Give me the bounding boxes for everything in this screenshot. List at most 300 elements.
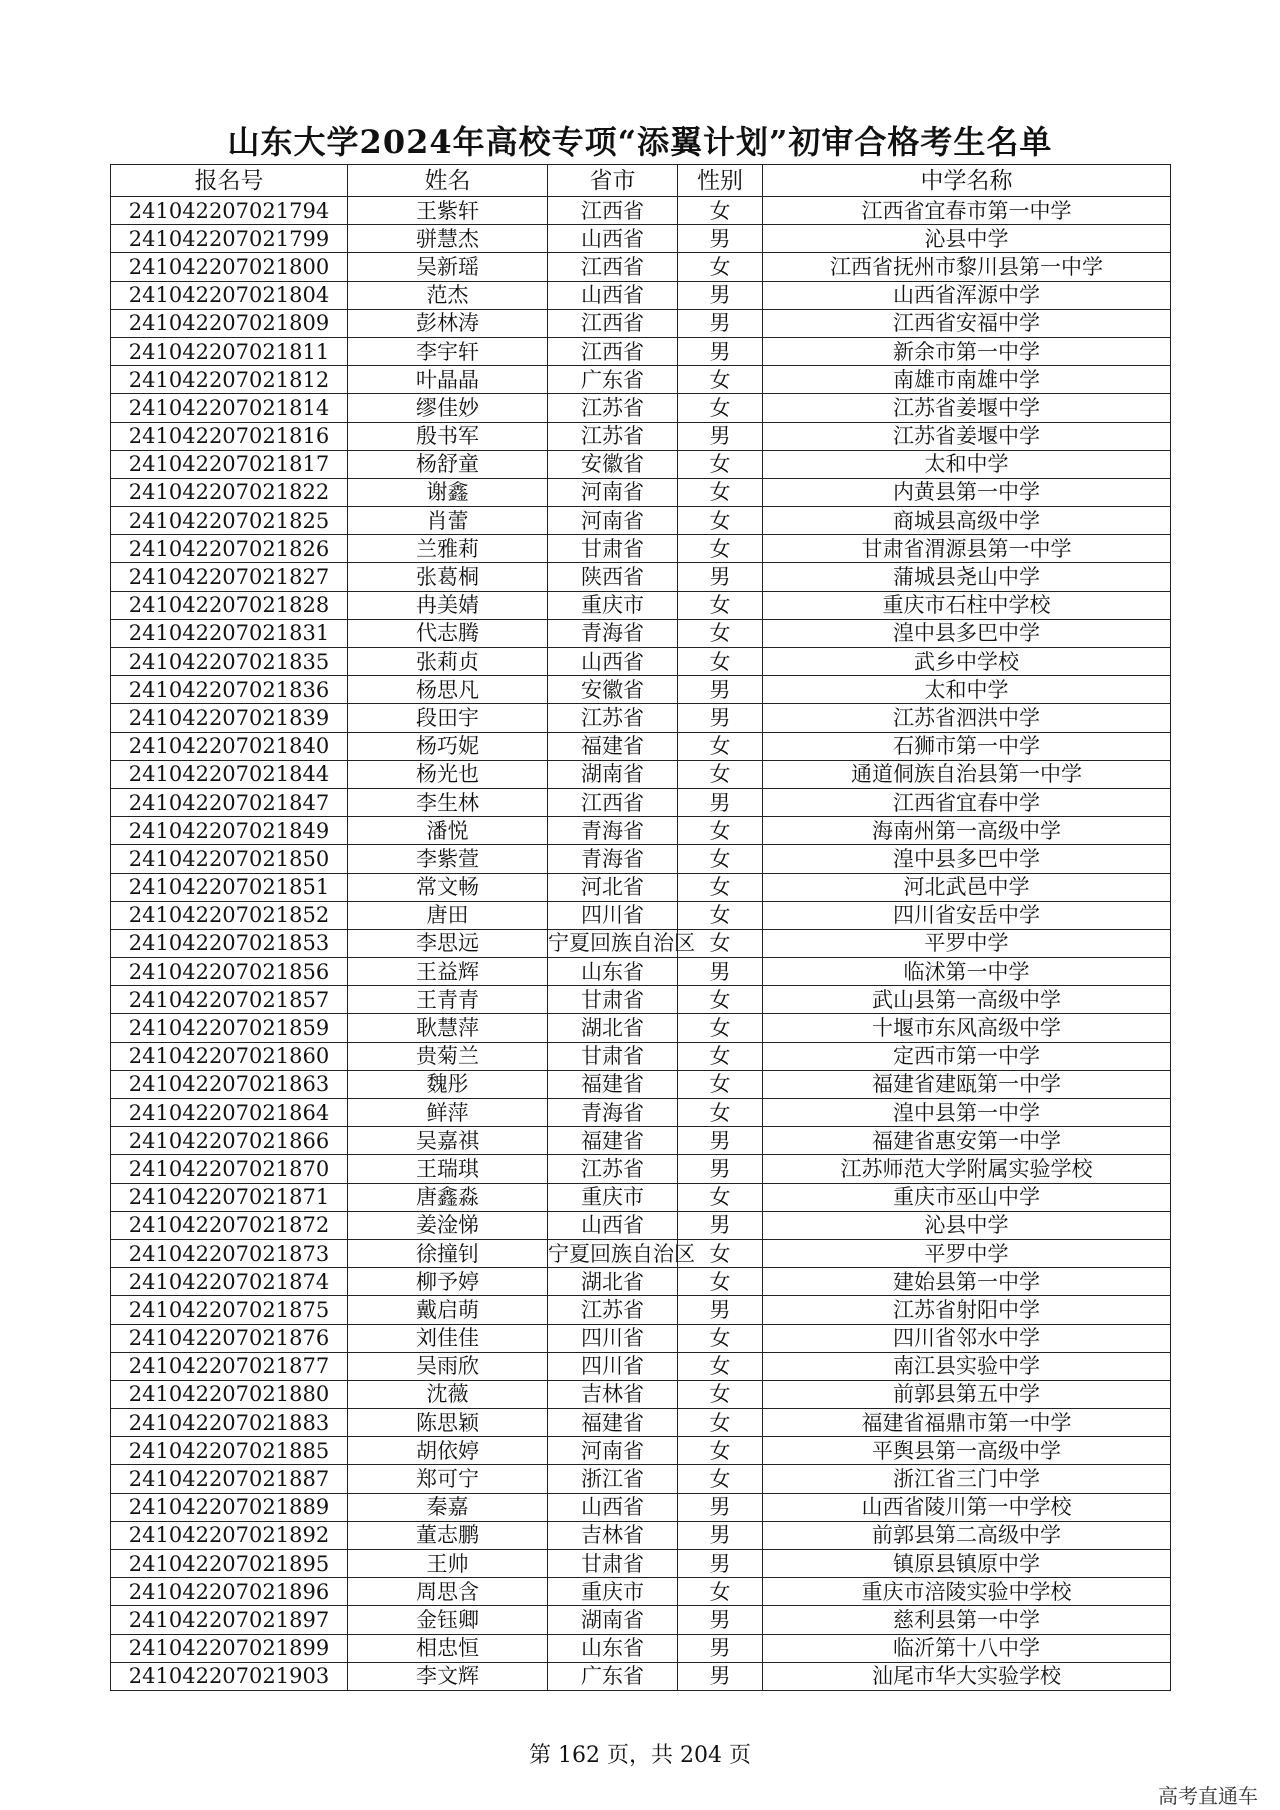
province-cell: 山西省	[548, 1211, 678, 1239]
school-name-cell: 江苏省姜堰中学	[763, 422, 1171, 450]
table-row	[111, 1521, 1171, 1549]
table-row	[111, 1606, 1171, 1634]
gender-cell: 男	[678, 1550, 763, 1578]
table-header-row	[111, 165, 1171, 197]
table-row	[111, 1437, 1171, 1465]
province-cell: 宁夏回族自治区	[548, 929, 678, 957]
gender-cell: 男	[678, 1521, 763, 1549]
table-row	[111, 1352, 1171, 1380]
table-row	[111, 1380, 1171, 1408]
province-cell: 江苏省	[548, 1155, 678, 1183]
registration-number-cell: 241042207021897	[111, 1606, 348, 1634]
registration-number-cell: 241042207021895	[111, 1550, 348, 1578]
registration-number-cell: 241042207021794	[111, 197, 348, 225]
province-cell: 山西省	[548, 225, 678, 253]
registration-number-cell: 241042207021892	[111, 1521, 348, 1549]
candidate-table	[110, 164, 1171, 1691]
table-row	[111, 1662, 1171, 1690]
table-row	[111, 1239, 1171, 1267]
registration-number-cell: 241042207021864	[111, 1099, 348, 1127]
table-row	[111, 873, 1171, 901]
name-cell: 贵菊兰	[348, 1042, 548, 1070]
gender-cell: 女	[678, 1268, 763, 1296]
school-name-cell: 汕尾市华大实验学校	[763, 1662, 1171, 1690]
province-cell: 青海省	[548, 817, 678, 845]
school-name-cell: 南雄市南雄中学	[763, 366, 1171, 394]
gender-cell: 男	[678, 281, 763, 309]
name-cell: 代志腾	[348, 619, 548, 647]
table-row	[111, 1014, 1171, 1042]
registration-number-cell: 241042207021839	[111, 704, 348, 732]
table-row	[111, 1268, 1171, 1296]
registration-number-cell: 241042207021800	[111, 253, 348, 281]
gender-cell: 女	[678, 366, 763, 394]
table-row	[111, 676, 1171, 704]
province-cell: 重庆市	[548, 1183, 678, 1211]
school-name-cell: 四川省安岳中学	[763, 901, 1171, 929]
registration-number-cell: 241042207021875	[111, 1296, 348, 1324]
name-cell: 相忠恒	[348, 1634, 548, 1662]
gender-cell: 女	[678, 817, 763, 845]
gender-cell: 女	[678, 1239, 763, 1267]
province-cell: 湖南省	[548, 760, 678, 788]
school-name-cell: 重庆市石柱中学校	[763, 591, 1171, 619]
table-row	[111, 563, 1171, 591]
school-name-cell: 沁县中学	[763, 225, 1171, 253]
province-cell: 甘肃省	[548, 535, 678, 563]
province-cell: 江苏省	[548, 422, 678, 450]
table-row	[111, 929, 1171, 957]
registration-number-cell: 241042207021856	[111, 958, 348, 986]
province-cell: 江西省	[548, 337, 678, 365]
table-row	[111, 901, 1171, 929]
province-cell: 河北省	[548, 873, 678, 901]
registration-number-cell: 241042207021877	[111, 1352, 348, 1380]
school-name-cell: 镇原县镇原中学	[763, 1550, 1171, 1578]
province-cell: 湖北省	[548, 1268, 678, 1296]
gender-cell: 女	[678, 507, 763, 535]
table-row	[111, 225, 1171, 253]
school-name-cell: 通道侗族自治县第一中学	[763, 760, 1171, 788]
school-name-cell: 江苏师范大学附属实验学校	[763, 1155, 1171, 1183]
table-row	[111, 591, 1171, 619]
registration-number-cell: 241042207021828	[111, 591, 348, 619]
province-cell: 甘肃省	[548, 986, 678, 1014]
registration-number-cell: 241042207021899	[111, 1634, 348, 1662]
province-cell: 青海省	[548, 1099, 678, 1127]
table-row	[111, 845, 1171, 873]
registration-number-cell: 241042207021857	[111, 986, 348, 1014]
name-cell: 彭林涛	[348, 309, 548, 337]
name-cell: 鲜萍	[348, 1099, 548, 1127]
name-cell: 唐鑫淼	[348, 1183, 548, 1211]
school-name-cell: 重庆市涪陵实验中学校	[763, 1578, 1171, 1606]
name-cell: 王紫轩	[348, 197, 548, 225]
table-row	[111, 1042, 1171, 1070]
header-school-name: 中学名称	[763, 165, 1171, 197]
school-name-cell: 平舆县第一高级中学	[763, 1437, 1171, 1465]
school-name-cell: 武山县第一高级中学	[763, 986, 1171, 1014]
school-name-cell: 山西省浑源中学	[763, 281, 1171, 309]
gender-cell: 女	[678, 1014, 763, 1042]
gender-cell: 男	[678, 1296, 763, 1324]
province-cell: 江苏省	[548, 704, 678, 732]
table-row	[111, 422, 1171, 450]
registration-number-cell: 241042207021844	[111, 760, 348, 788]
registration-number-cell: 241042207021873	[111, 1239, 348, 1267]
school-name-cell: 浙江省三门中学	[763, 1465, 1171, 1493]
name-cell: 潘悦	[348, 817, 548, 845]
province-cell: 重庆市	[548, 591, 678, 619]
gender-cell: 女	[678, 478, 763, 506]
header-registration-number: 报名号	[111, 165, 348, 197]
province-cell: 山西省	[548, 648, 678, 676]
province-cell: 江西省	[548, 197, 678, 225]
school-name-cell: 太和中学	[763, 676, 1171, 704]
gender-cell: 女	[678, 253, 763, 281]
school-name-cell: 江西省安福中学	[763, 309, 1171, 337]
province-cell: 宁夏回族自治区	[548, 1239, 678, 1267]
name-cell: 杨巧妮	[348, 732, 548, 760]
gender-cell: 女	[678, 1352, 763, 1380]
table-row	[111, 1127, 1171, 1155]
name-cell: 骈慧杰	[348, 225, 548, 253]
registration-number-cell: 241042207021883	[111, 1409, 348, 1437]
registration-number-cell: 241042207021827	[111, 563, 348, 591]
name-cell: 魏彤	[348, 1070, 548, 1098]
name-cell: 戴启萌	[348, 1296, 548, 1324]
table-row	[111, 478, 1171, 506]
gender-cell: 男	[678, 1155, 763, 1183]
gender-cell: 男	[678, 225, 763, 253]
name-cell: 段田宇	[348, 704, 548, 732]
table-row	[111, 1070, 1171, 1098]
school-name-cell: 南江县实验中学	[763, 1352, 1171, 1380]
registration-number-cell: 241042207021876	[111, 1324, 348, 1352]
name-cell: 常文畅	[348, 873, 548, 901]
registration-number-cell: 241042207021836	[111, 676, 348, 704]
name-cell: 吴雨欣	[348, 1352, 548, 1380]
header-province: 省市	[548, 165, 678, 197]
gender-cell: 女	[678, 760, 763, 788]
school-name-cell: 河北武邑中学	[763, 873, 1171, 901]
table-row	[111, 1409, 1171, 1437]
province-cell: 福建省	[548, 1070, 678, 1098]
registration-number-cell: 241042207021853	[111, 929, 348, 957]
header-name: 姓名	[348, 165, 548, 197]
registration-number-cell: 241042207021817	[111, 450, 348, 478]
gender-cell: 女	[678, 1183, 763, 1211]
province-cell: 江苏省	[548, 1296, 678, 1324]
school-name-cell: 蒲城县尧山中学	[763, 563, 1171, 591]
school-name-cell: 江苏省射阳中学	[763, 1296, 1171, 1324]
school-name-cell: 临沂第十八中学	[763, 1634, 1171, 1662]
table-row	[111, 1324, 1171, 1352]
province-cell: 河南省	[548, 478, 678, 506]
gender-cell: 男	[678, 563, 763, 591]
school-name-cell: 商城县高级中学	[763, 507, 1171, 535]
name-cell: 殷书军	[348, 422, 548, 450]
table-row	[111, 281, 1171, 309]
table-row	[111, 1493, 1171, 1521]
registration-number-cell: 241042207021859	[111, 1014, 348, 1042]
school-name-cell: 江苏省泗洪中学	[763, 704, 1171, 732]
gender-cell: 男	[678, 1634, 763, 1662]
school-name-cell: 湟中县多巴中学	[763, 845, 1171, 873]
registration-number-cell: 241042207021799	[111, 225, 348, 253]
province-cell: 吉林省	[548, 1380, 678, 1408]
gender-cell: 女	[678, 845, 763, 873]
school-name-cell: 建始县第一中学	[763, 1268, 1171, 1296]
province-cell: 湖南省	[548, 1606, 678, 1634]
gender-cell: 女	[678, 1437, 763, 1465]
province-cell: 江西省	[548, 788, 678, 816]
table-row	[111, 337, 1171, 365]
gender-cell: 女	[678, 1070, 763, 1098]
school-name-cell: 江苏省姜堰中学	[763, 394, 1171, 422]
table-row	[111, 1183, 1171, 1211]
gender-cell: 女	[678, 929, 763, 957]
school-name-cell: 前郭县第二高级中学	[763, 1521, 1171, 1549]
name-cell: 唐田	[348, 901, 548, 929]
province-cell: 福建省	[548, 1409, 678, 1437]
page-number: 第 162 页，共 204 页	[529, 1743, 751, 1768]
province-cell: 河南省	[548, 507, 678, 535]
gender-cell: 男	[678, 676, 763, 704]
registration-number-cell: 241042207021889	[111, 1493, 348, 1521]
table-row	[111, 253, 1171, 281]
registration-number-cell: 241042207021851	[111, 873, 348, 901]
gender-cell: 女	[678, 619, 763, 647]
name-cell: 谢鑫	[348, 478, 548, 506]
registration-number-cell: 241042207021826	[111, 535, 348, 563]
school-name-cell: 慈利县第一中学	[763, 1606, 1171, 1634]
school-name-cell: 福建省惠安第一中学	[763, 1127, 1171, 1155]
table-row	[111, 1465, 1171, 1493]
gender-cell: 男	[678, 1211, 763, 1239]
table-row	[111, 1155, 1171, 1183]
name-cell: 李宇轩	[348, 337, 548, 365]
name-cell: 肖蕾	[348, 507, 548, 535]
name-cell: 杨思凡	[348, 676, 548, 704]
name-cell: 李思远	[348, 929, 548, 957]
province-cell: 河南省	[548, 1437, 678, 1465]
registration-number-cell: 241042207021850	[111, 845, 348, 873]
school-name-cell: 平罗中学	[763, 929, 1171, 957]
registration-number-cell: 241042207021811	[111, 337, 348, 365]
school-name-cell: 内黄县第一中学	[763, 478, 1171, 506]
school-name-cell: 甘肃省渭源县第一中学	[763, 535, 1171, 563]
province-cell: 四川省	[548, 1324, 678, 1352]
gender-cell: 女	[678, 901, 763, 929]
table-row	[111, 704, 1171, 732]
table-row	[111, 309, 1171, 337]
name-cell: 缪佳妙	[348, 394, 548, 422]
registration-number-cell: 241042207021814	[111, 394, 348, 422]
gender-cell: 女	[678, 1324, 763, 1352]
registration-number-cell: 241042207021804	[111, 281, 348, 309]
province-cell: 湖北省	[548, 1014, 678, 1042]
province-cell: 青海省	[548, 845, 678, 873]
province-cell: 甘肃省	[548, 1550, 678, 1578]
name-cell: 冉美婧	[348, 591, 548, 619]
province-cell: 广东省	[548, 1662, 678, 1690]
table-row	[111, 958, 1171, 986]
name-cell: 徐撞钊	[348, 1239, 548, 1267]
gender-cell: 女	[678, 986, 763, 1014]
registration-number-cell: 241042207021835	[111, 648, 348, 676]
registration-number-cell: 241042207021822	[111, 478, 348, 506]
province-cell: 陕西省	[548, 563, 678, 591]
registration-number-cell: 241042207021903	[111, 1662, 348, 1690]
province-cell: 山西省	[548, 281, 678, 309]
school-name-cell: 前郭县第五中学	[763, 1380, 1171, 1408]
name-cell: 李紫萱	[348, 845, 548, 873]
name-cell: 柳予婷	[348, 1268, 548, 1296]
header-gender: 性别	[678, 165, 763, 197]
province-cell: 广东省	[548, 366, 678, 394]
province-cell: 江苏省	[548, 394, 678, 422]
name-cell: 姜淦悌	[348, 1211, 548, 1239]
table-row	[111, 817, 1171, 845]
name-cell: 张莉贞	[348, 648, 548, 676]
gender-cell: 男	[678, 1493, 763, 1521]
gender-cell: 男	[678, 309, 763, 337]
school-name-cell: 福建省福鼎市第一中学	[763, 1409, 1171, 1437]
gender-cell: 男	[678, 422, 763, 450]
province-cell: 甘肃省	[548, 1042, 678, 1070]
gender-cell: 女	[678, 648, 763, 676]
registration-number-cell: 241042207021885	[111, 1437, 348, 1465]
registration-number-cell: 241042207021847	[111, 788, 348, 816]
registration-number-cell: 241042207021840	[111, 732, 348, 760]
name-cell: 胡依婷	[348, 1437, 548, 1465]
table-row	[111, 1634, 1171, 1662]
gender-cell: 女	[678, 873, 763, 901]
school-name-cell: 平罗中学	[763, 1239, 1171, 1267]
province-cell: 江西省	[548, 253, 678, 281]
name-cell: 刘佳佳	[348, 1324, 548, 1352]
gender-cell: 男	[678, 1127, 763, 1155]
school-name-cell: 十堰市东风高级中学	[763, 1014, 1171, 1042]
table-row	[111, 450, 1171, 478]
school-name-cell: 临沭第一中学	[763, 958, 1171, 986]
gender-cell: 男	[678, 958, 763, 986]
gender-cell: 女	[678, 535, 763, 563]
registration-number-cell: 241042207021825	[111, 507, 348, 535]
name-cell: 王帅	[348, 1550, 548, 1578]
table-row	[111, 1550, 1171, 1578]
document-title: 山东大学2024年高校专项“添翼计划”初审合格考生名单	[227, 123, 1053, 161]
registration-number-cell: 241042207021870	[111, 1155, 348, 1183]
province-cell: 重庆市	[548, 1578, 678, 1606]
gender-cell: 女	[678, 1099, 763, 1127]
table-row	[111, 507, 1171, 535]
gender-cell: 女	[678, 197, 763, 225]
watermark: 高考直通车	[1158, 1784, 1258, 1808]
table-row	[111, 366, 1171, 394]
table-row	[111, 732, 1171, 760]
school-name-cell: 太和中学	[763, 450, 1171, 478]
name-cell: 陈思颖	[348, 1409, 548, 1437]
school-name-cell: 福建省建瓯第一中学	[763, 1070, 1171, 1098]
gender-cell: 女	[678, 591, 763, 619]
province-cell: 安徽省	[548, 450, 678, 478]
school-name-cell: 山西省陵川第一中学校	[763, 1493, 1171, 1521]
table-row	[111, 1099, 1171, 1127]
gender-cell: 男	[678, 337, 763, 365]
table-row	[111, 394, 1171, 422]
name-cell: 吴嘉祺	[348, 1127, 548, 1155]
school-name-cell: 定西市第一中学	[763, 1042, 1171, 1070]
registration-number-cell: 241042207021831	[111, 619, 348, 647]
gender-cell: 女	[678, 450, 763, 478]
school-name-cell: 四川省邻水中学	[763, 1324, 1171, 1352]
table-row	[111, 619, 1171, 647]
province-cell: 四川省	[548, 901, 678, 929]
school-name-cell: 湟中县多巴中学	[763, 619, 1171, 647]
school-name-cell: 湟中县第一中学	[763, 1099, 1171, 1127]
school-name-cell: 沁县中学	[763, 1211, 1171, 1239]
registration-number-cell: 241042207021887	[111, 1465, 348, 1493]
school-name-cell: 武乡中学校	[763, 648, 1171, 676]
name-cell: 李文辉	[348, 1662, 548, 1690]
registration-number-cell: 241042207021812	[111, 366, 348, 394]
school-name-cell: 石狮市第一中学	[763, 732, 1171, 760]
gender-cell: 男	[678, 1662, 763, 1690]
province-cell: 山东省	[548, 958, 678, 986]
name-cell: 王益辉	[348, 958, 548, 986]
school-name-cell: 江西省抚州市黎川县第一中学	[763, 253, 1171, 281]
name-cell: 张葛桐	[348, 563, 548, 591]
name-cell: 叶晶晶	[348, 366, 548, 394]
province-cell: 四川省	[548, 1352, 678, 1380]
province-cell: 福建省	[548, 732, 678, 760]
registration-number-cell: 241042207021896	[111, 1578, 348, 1606]
province-cell: 江西省	[548, 309, 678, 337]
gender-cell: 女	[678, 394, 763, 422]
registration-number-cell: 241042207021849	[111, 817, 348, 845]
registration-number-cell: 241042207021860	[111, 1042, 348, 1070]
table-row	[111, 1211, 1171, 1239]
province-cell: 山西省	[548, 1493, 678, 1521]
school-name-cell: 江西省宜春中学	[763, 788, 1171, 816]
name-cell: 杨舒童	[348, 450, 548, 478]
table-row	[111, 648, 1171, 676]
name-cell: 金钰卿	[348, 1606, 548, 1634]
school-name-cell: 海南州第一高级中学	[763, 817, 1171, 845]
name-cell: 王青青	[348, 986, 548, 1014]
gender-cell: 女	[678, 1380, 763, 1408]
table-row	[111, 1296, 1171, 1324]
gender-cell: 女	[678, 1465, 763, 1493]
table-row	[111, 535, 1171, 563]
registration-number-cell: 241042207021866	[111, 1127, 348, 1155]
school-name-cell: 新余市第一中学	[763, 337, 1171, 365]
school-name-cell: 重庆市巫山中学	[763, 1183, 1171, 1211]
gender-cell: 男	[678, 788, 763, 816]
name-cell: 耿慧萍	[348, 1014, 548, 1042]
name-cell: 沈薇	[348, 1380, 548, 1408]
name-cell: 吴新瑶	[348, 253, 548, 281]
registration-number-cell: 241042207021874	[111, 1268, 348, 1296]
province-cell: 青海省	[548, 619, 678, 647]
table-row	[111, 1578, 1171, 1606]
name-cell: 郑可宁	[348, 1465, 548, 1493]
name-cell: 兰雅莉	[348, 535, 548, 563]
table-row	[111, 788, 1171, 816]
registration-number-cell: 241042207021863	[111, 1070, 348, 1098]
